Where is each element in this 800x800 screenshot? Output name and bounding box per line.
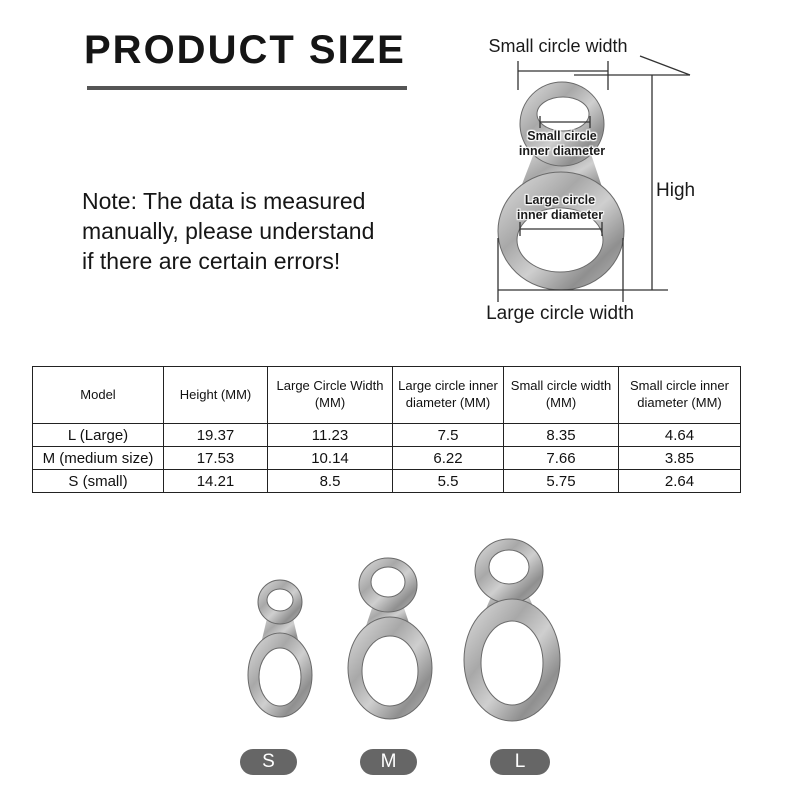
ring-photo-large <box>464 539 560 721</box>
high-label: High <box>656 180 696 201</box>
col-header-small-circle-inner-diameter: Small circle inner diameter (MM) <box>619 367 741 424</box>
cell-large-inner: 6.22 <box>393 447 504 470</box>
col-header-large-circle-width: Large Circle Width (MM) <box>268 367 393 424</box>
col-header-height: Height (MM) <box>164 367 268 424</box>
cell-small-width: 7.66 <box>504 447 619 470</box>
size-table <box>32 366 741 493</box>
col-header-small-circle-width: Small circle width (MM) <box>504 367 619 424</box>
col-header-model: Model <box>33 367 164 424</box>
cell-large-width: 10.14 <box>268 447 393 470</box>
cell-large-width: 11.23 <box>268 424 393 447</box>
cell-large-width: 8.5 <box>268 470 393 493</box>
table-row-medium <box>33 447 741 470</box>
cell-height: 19.37 <box>164 424 268 447</box>
note-line-3: if there are certain errors! <box>82 248 341 274</box>
cell-model: L (Large) <box>33 424 164 447</box>
measurement-note <box>82 186 374 276</box>
cell-small-width: 5.75 <box>504 470 619 493</box>
table-header-row <box>33 367 741 424</box>
cell-height: 14.21 <box>164 470 268 493</box>
size-badge-s: S <box>240 749 297 775</box>
cell-small-inner: 2.64 <box>619 470 741 493</box>
rings-product-photo <box>220 525 580 735</box>
table-row-small <box>33 470 741 493</box>
page-title: PRODUCT SIZE <box>84 28 406 72</box>
size-badge-l: L <box>490 749 550 775</box>
note-line-1: Note: The data is measured <box>82 188 366 214</box>
ring-photo-small <box>248 580 312 717</box>
cell-height: 17.53 <box>164 447 268 470</box>
size-badge-m: M <box>360 749 417 775</box>
small-circle-width-label: Small circle width <box>488 36 628 56</box>
cell-large-inner: 5.5 <box>393 470 504 493</box>
cell-small-inner: 3.85 <box>619 447 741 470</box>
large-circle-inner-diameter-label: Large circle inner diameter <box>516 193 604 222</box>
cell-large-inner: 7.5 <box>393 424 504 447</box>
title-underline <box>87 86 407 90</box>
large-circle-width-label: Large circle width <box>486 303 634 324</box>
measurement-diagram <box>440 30 740 330</box>
cell-small-width: 8.35 <box>504 424 619 447</box>
small-circle-inner-diameter-label: Small circle inner diameter <box>518 129 606 158</box>
figure8-ring-shape <box>498 82 624 290</box>
cell-model: S (small) <box>33 470 164 493</box>
col-header-large-circle-inner-diameter: Large circle inner diameter (MM) <box>393 367 504 424</box>
table-row-large <box>33 424 741 447</box>
size-table-container <box>32 366 741 493</box>
ring-photo-medium <box>348 558 432 719</box>
cell-model: M (medium size) <box>33 447 164 470</box>
cell-small-inner: 4.64 <box>619 424 741 447</box>
note-line-2: manually, please understand <box>82 218 375 244</box>
